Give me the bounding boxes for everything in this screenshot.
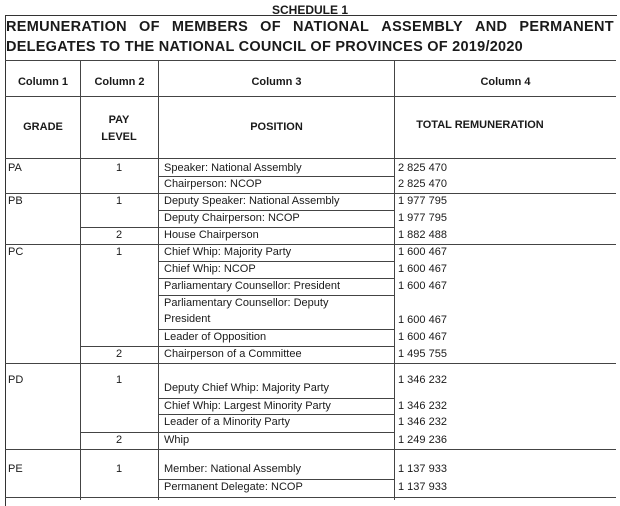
header-divider [158, 60, 159, 158]
row-rule [158, 278, 395, 279]
row-rule [158, 479, 395, 480]
row-rule [80, 432, 395, 433]
pay-level-cell: 1 [115, 195, 123, 207]
column-divider [394, 158, 395, 500]
rule-title-bottom [5, 60, 616, 61]
amount-cell: 1 495 755 [398, 348, 447, 360]
position-cell: Parliamentary Counsellor: Deputy [164, 297, 329, 309]
title-word: OF [260, 19, 281, 35]
amount-cell: 1 137 933 [398, 481, 447, 493]
amount-cell: 2 825 470 [398, 162, 447, 174]
amount-cell: 2 825 470 [398, 178, 447, 190]
grade-cell: PA [8, 162, 22, 174]
column-divider [80, 158, 81, 500]
row-rule [158, 329, 395, 330]
pay-level-cell: 1 [115, 162, 123, 174]
amount-cell: 1 600 467 [398, 314, 447, 326]
position-cell: Speaker: National Assembly [164, 162, 302, 174]
grade-cell: PE [8, 463, 23, 475]
amount-cell: 1 600 467 [398, 263, 447, 275]
amount-cell: 1 882 488 [398, 229, 447, 241]
position-cell: Chairperson: NCOP [164, 178, 262, 190]
column-2-header: Column 2 [94, 76, 145, 88]
amount-cell: 1 977 795 [398, 212, 447, 224]
position-cell: Deputy Speaker: National Assembly [164, 195, 340, 207]
grade-cell: PD [8, 374, 24, 386]
position-cell: Member: National Assembly [164, 463, 301, 475]
row-rule [5, 193, 616, 194]
position-cell: House Chairperson [164, 229, 259, 241]
pay-level-cell: 2 [115, 348, 123, 360]
title-word: REMUNERATION [6, 19, 127, 35]
row-rule [80, 346, 395, 347]
position-cell-continued: President [164, 313, 211, 325]
amount-cell: 1 346 232 [398, 400, 447, 412]
row-rule [158, 295, 395, 296]
position-header: POSITION [250, 121, 303, 133]
position-cell: Chairperson of a Committee [164, 348, 302, 360]
row-rule [158, 398, 395, 399]
header-divider [80, 60, 81, 158]
grade-cell: PC [8, 246, 24, 258]
position-cell: Leader of Opposition [164, 331, 267, 343]
pay-level-cell: 1 [115, 374, 123, 386]
pay-level-header: PAY LEVEL [101, 114, 137, 143]
row-rule [158, 414, 395, 415]
amount-cell: 1 346 232 [398, 416, 447, 428]
row-rule [80, 227, 395, 228]
row-rule [5, 449, 616, 450]
title-word: NATIONAL [292, 19, 370, 35]
row-rule [158, 176, 395, 177]
position-cell: Chief Whip: Largest Minority Party [164, 400, 331, 412]
title-word: ASSEMBLY [381, 19, 463, 35]
position-cell: Chief Whip: Majority Party [164, 246, 292, 258]
amount-cell: 1 977 795 [398, 195, 447, 207]
row-rule [158, 210, 395, 211]
title-line-2: DELEGATES TO THE NATIONAL COUNCIL OF PROVINCES OF 2019/2020 [6, 39, 523, 55]
column-4-header: Column 4 [480, 76, 531, 88]
column-3-header: Column 3 [251, 76, 302, 88]
position-cell: Parliamentary Counsellor: President [164, 280, 341, 292]
pay-level-cell: 1 [115, 246, 123, 258]
header-divider [394, 60, 395, 158]
total-header: TOTAL REMUNERATION [416, 119, 544, 131]
title-word: AND [475, 19, 508, 35]
title-word: OF [139, 19, 160, 35]
position-cell: Leader of a Minority Party [164, 416, 290, 428]
pay-level-cell: 1 [115, 463, 123, 475]
title-word: PERMANENT [519, 19, 614, 35]
row-rule [5, 244, 616, 245]
column-divider [158, 158, 159, 500]
column-1-header: Column 1 [17, 76, 69, 88]
position-cell: Deputy Chairperson: NCOP [164, 212, 300, 224]
rule-columns-bottom [5, 96, 616, 97]
position-cell: Permanent Delegate: NCOP [164, 481, 303, 493]
pay-level-cell: 2 [115, 434, 123, 446]
rule-header-bottom [5, 158, 616, 159]
position-cell: Deputy Chief Whip: Majority Party [164, 382, 330, 394]
title-word: MEMBERS [171, 19, 249, 35]
position-cell: Chief Whip: NCOP [164, 263, 256, 275]
amount-cell: 1 249 236 [398, 434, 447, 446]
amount-cell: 1 600 467 [398, 246, 447, 258]
amount-cell: 1 137 933 [398, 463, 447, 475]
pay-level-cell: 2 [115, 229, 123, 241]
row-rule [5, 497, 616, 498]
amount-cell: 1 600 467 [398, 280, 447, 292]
amount-cell: 1 600 467 [398, 331, 447, 343]
schedule-label: SCHEDULE 1 [271, 3, 348, 17]
grade-cell: PB [8, 195, 23, 207]
grade-header: GRADE [23, 121, 63, 133]
row-rule [158, 261, 395, 262]
position-cell: Whip [164, 434, 190, 446]
row-rule [5, 363, 616, 364]
amount-cell: 1 346 232 [398, 374, 447, 386]
